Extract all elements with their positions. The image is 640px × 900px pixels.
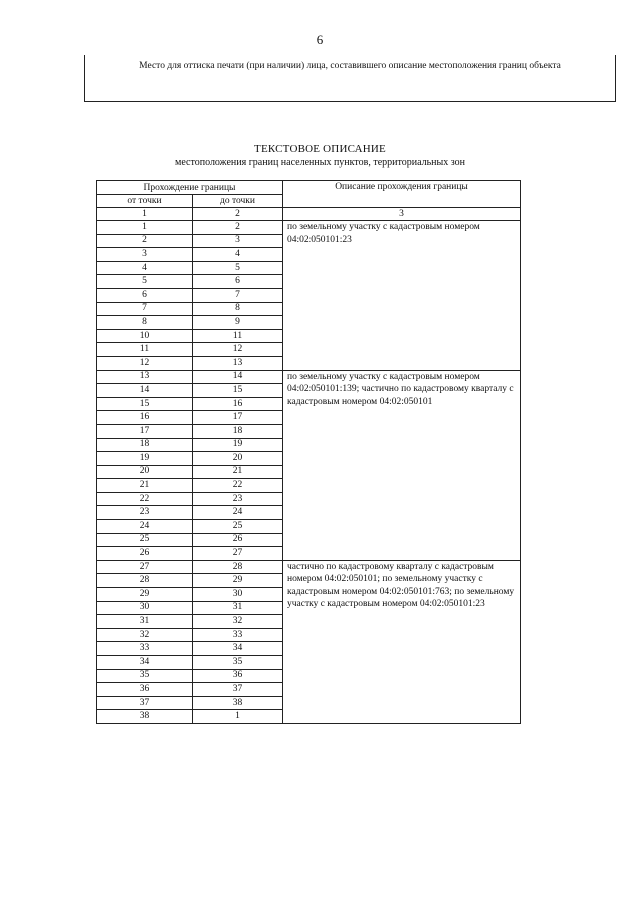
from-point-cell: 8	[97, 316, 193, 330]
to-point-cell: 18	[193, 424, 283, 438]
to-point-cell: 9	[193, 316, 283, 330]
to-point-cell: 4	[193, 248, 283, 262]
from-point-cell: 3	[97, 248, 193, 262]
to-point-cell: 28	[193, 560, 283, 574]
boundary-table	[96, 180, 521, 724]
to-point-cell: 27	[193, 547, 283, 561]
from-point-cell: 32	[97, 628, 193, 642]
from-point-cell: 2	[97, 234, 193, 248]
to-point-cell: 33	[193, 628, 283, 642]
header-boundary-passage: Прохождение границы	[97, 181, 283, 195]
column-number: 2	[193, 208, 283, 221]
page-number: 6	[316, 32, 324, 47]
to-point-cell: 6	[193, 275, 283, 289]
to-point-cell: 38	[193, 696, 283, 710]
from-point-cell: 18	[97, 438, 193, 452]
to-point-cell: 15	[193, 384, 283, 398]
boundary-description-cell: по земельному участку с кадастровым номером 04:02:050101:23	[283, 221, 521, 371]
table-row	[97, 560, 521, 574]
from-point-cell: 35	[97, 669, 193, 683]
from-point-cell: 17	[97, 424, 193, 438]
from-point-cell: 13	[97, 370, 193, 384]
from-point-cell: 14	[97, 384, 193, 398]
to-point-cell: 19	[193, 438, 283, 452]
from-point-cell: 31	[97, 615, 193, 629]
from-point-cell: 30	[97, 601, 193, 615]
to-point-cell: 37	[193, 683, 283, 697]
from-point-cell: 5	[97, 275, 193, 289]
from-point-cell: 27	[97, 560, 193, 574]
to-point-cell: 1	[193, 710, 283, 724]
table-body	[97, 221, 521, 724]
document-title: ТЕКСТОВОЕ ОПИСАНИЕ	[254, 143, 386, 155]
stamp-box	[84, 55, 616, 102]
from-point-cell: 6	[97, 288, 193, 302]
table-row	[97, 370, 521, 384]
to-point-cell: 2	[193, 221, 283, 235]
header-from-point: от точки	[97, 195, 193, 208]
from-point-cell: 37	[97, 696, 193, 710]
to-point-cell: 31	[193, 601, 283, 615]
from-point-cell: 23	[97, 506, 193, 520]
to-point-cell: 23	[193, 492, 283, 506]
to-point-cell: 32	[193, 615, 283, 629]
boundary-description-cell: частично по кадастровому кварталу с кадастровым номером 04:02:050101; по земельному участку с кадастровым номером 04:02:050101:763; по земельному участку с кадастровым номером 04:02:050101:23	[283, 560, 521, 723]
from-point-cell: 7	[97, 302, 193, 316]
from-point-cell: 21	[97, 479, 193, 493]
from-point-cell: 20	[97, 465, 193, 479]
to-point-cell: 26	[193, 533, 283, 547]
from-point-cell: 15	[97, 397, 193, 411]
to-point-cell: 8	[193, 302, 283, 316]
from-point-cell: 25	[97, 533, 193, 547]
to-point-cell: 25	[193, 520, 283, 534]
from-point-cell: 11	[97, 343, 193, 357]
to-point-cell: 3	[193, 234, 283, 248]
from-point-cell: 26	[97, 547, 193, 561]
header-description: Описание прохождения границы	[283, 181, 521, 208]
to-point-cell: 29	[193, 574, 283, 588]
boundary-description-cell: по земельному участку с кадастровым номером 04:02:050101:139; частично по кадастровому кварталу с кадастровым номером 04:02:050101	[283, 370, 521, 560]
document-subtitle: местоположения границ населенных пунктов, территориальных зон	[175, 157, 465, 168]
from-point-cell: 34	[97, 656, 193, 670]
to-point-cell: 11	[193, 329, 283, 343]
from-point-cell: 24	[97, 520, 193, 534]
to-point-cell: 16	[193, 397, 283, 411]
column-number: 1	[97, 208, 193, 221]
stamp-note: Место для оттиска печати (при наличии) лица, составившего описание местоположения границ объекта	[139, 61, 561, 71]
to-point-cell: 7	[193, 288, 283, 302]
to-point-cell: 17	[193, 411, 283, 425]
from-point-cell: 36	[97, 683, 193, 697]
from-point-cell: 10	[97, 329, 193, 343]
from-point-cell: 16	[97, 411, 193, 425]
to-point-cell: 12	[193, 343, 283, 357]
from-point-cell: 4	[97, 261, 193, 275]
from-point-cell: 28	[97, 574, 193, 588]
from-point-cell: 19	[97, 452, 193, 466]
from-point-cell: 22	[97, 492, 193, 506]
to-point-cell: 20	[193, 452, 283, 466]
from-point-cell: 12	[97, 356, 193, 370]
to-point-cell: 35	[193, 656, 283, 670]
from-point-cell: 1	[97, 221, 193, 235]
from-point-cell: 38	[97, 710, 193, 724]
to-point-cell: 5	[193, 261, 283, 275]
header-to-point: до точки	[193, 195, 283, 208]
to-point-cell: 14	[193, 370, 283, 384]
to-point-cell: 22	[193, 479, 283, 493]
to-point-cell: 13	[193, 356, 283, 370]
from-point-cell: 29	[97, 588, 193, 602]
to-point-cell: 34	[193, 642, 283, 656]
column-number: 3	[283, 208, 521, 221]
to-point-cell: 36	[193, 669, 283, 683]
to-point-cell: 24	[193, 506, 283, 520]
to-point-cell: 30	[193, 588, 283, 602]
to-point-cell: 21	[193, 465, 283, 479]
table-row	[97, 221, 521, 235]
from-point-cell: 33	[97, 642, 193, 656]
